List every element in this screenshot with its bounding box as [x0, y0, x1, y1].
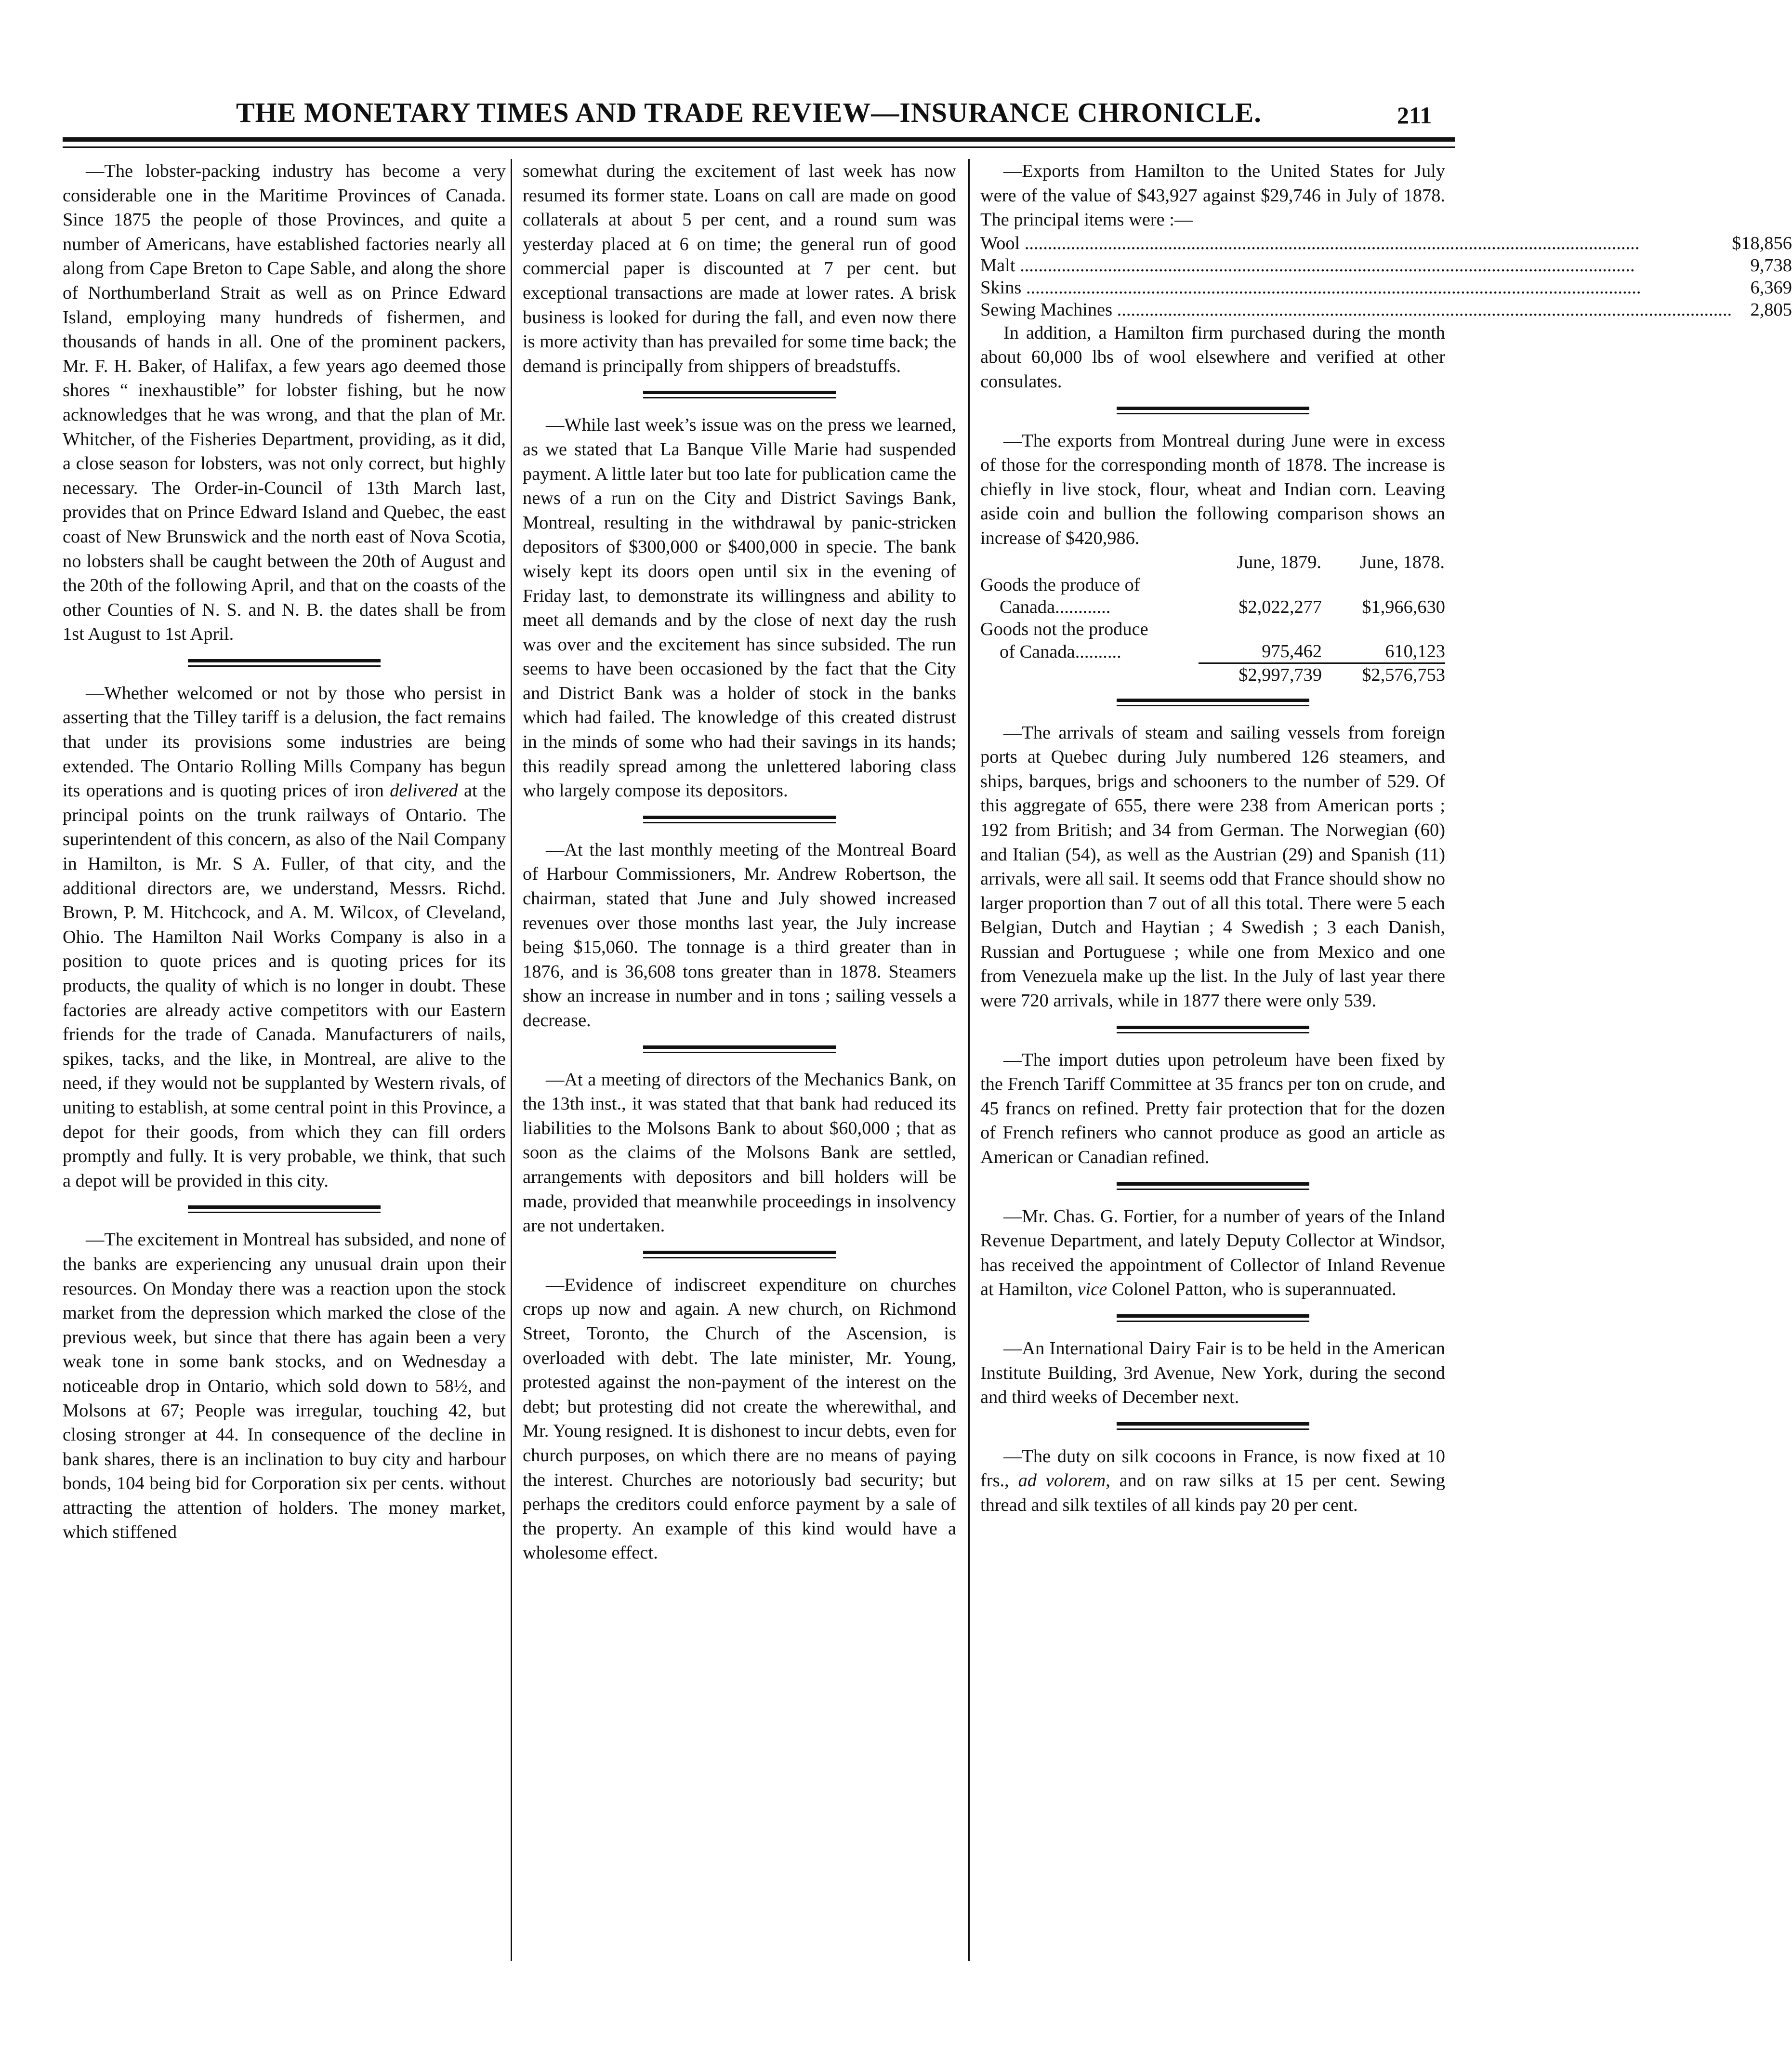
- article-separator: [980, 1013, 1445, 1048]
- table-total-row: [980, 663, 1445, 686]
- column-header: June, 1878.: [1360, 552, 1445, 572]
- article-quebec-arrivals: —The arrivals of steam and sailing vessels from foreign ports at Quebec during July numbered 126 steamers, and ships, barques, brigs and schooners to the number of 529. Of this aggregate of 655, there were 238 from American ports ; 192 from British; and 34 from German. The Norwegian (60) and Italian (54), as well as the Austrian (29) and Spanish (11) arrivals, were all sail. It seems odd that France should show no larger proportion than 7 out of all this total. There were 5 each Belgian, Dutch and Haytian ; 4 Swedish ; 3 each Danish, Russian and Portuguese ; while one from Mexico and one from Venezuela make up the list. In the July of last year there were 720 arrivals, while in 1877 there were only 539.: [980, 722, 1445, 1011]
- row-label: of Canada..........: [1000, 642, 1121, 662]
- article-mechanics-bank: —At a meeting of directors of the Mechanics Bank, on the 13th inst., it was stated that that bank had reduced its liabilities to the Molsons Bank to about $60,000 ; that as soon as the claims of the Molsons Bank are settled, arrangements with depositors and bill holders will be made, provided that meanwhile proceedings in insolvency are not undertaken.: [523, 1069, 956, 1236]
- export-item: Sewing Machines .....: [980, 299, 1732, 321]
- article-text: at the principal points on the trunk railways of Ontario. The superintendent of this concern, as also of the Nail Company in Hamilton, is Mr. S A. Fuller, of that city, and the additional directors are, we understand, Messrs. Richd. Brown, P. M. Hitchcock, and A. M. Wilcox, of Cleveland, Ohio. The Hamilton Nail Works Company is also in a position to quote prices and is quoting prices for its products, the quality of which is no longer in doubt. These factories are already active competitors with our Eastern friends for the trade of Canada. Manufacturers of nails, spikes, tacks, and the like, in Montreal, are alive to the need, if they would not be supplanted by Western rivals, of uniting to establish, at some central point in this Province, a depot for their goods, from which they can fill orders promptly and fully. It is very probable, we think, that such a depot will be provided in this city.: [63, 780, 506, 1191]
- header-rule-thin: [63, 146, 1455, 148]
- exports-table: [980, 232, 1792, 321]
- article-church-debt: —Evidence of indiscreet expenditure on churches crops up now and again. A new church, on Richmond Street, Toronto, the Church of the Ascension, is overloaded with debt. The late minister, Mr. Young, protested against the non-payment of the interest on the debt; but protesting did not create the wherewithal, and Mr. Young resigned. It is dishonest to incur debts, even for church purposes, on which there are no means of paying the interest. Churches are notoriously bad security; but perhaps the creditors could enforce payment by a sale of the property. An example of this kind would have a wholesome effect.: [523, 1274, 956, 1563]
- article-separator: [63, 647, 506, 681]
- article-text: —Mr. Chas. G. Fortier, for a number of years of the Inland Revenue Department, and lately Deputy Collector at Windsor, has received the appointment of Collector of Inland Revenue at Hamilton,: [980, 1206, 1445, 1300]
- cell-total: $2,576,753: [1322, 663, 1445, 686]
- export-item: Malt .....: [980, 254, 1732, 277]
- article-separator: [523, 378, 956, 413]
- article-harbour-commissioners: —At the last monthly meeting of the Montreal Board of Harbour Commissioners, Mr. Andrew Robertson, the chairman, stated that June and July showed increased revenues over those months last year, the July increase being $15,060. The tonnage is a third greater than in 1876, and is 36,608 tons greater than in 1878. Steamers show an increase in number and in tons ; sailing vessels a decrease.: [523, 839, 956, 1031]
- article-lobster-industry: —The lobster-packing industry has become a very considerable one in the Maritime Provinces of Canada. Since 1875 the people of those Provinces, and quite a number of Americans, have established factories nearly all along from Cape Breton to Cape Sable, and along the shore of Northumberland Strait as well as on Prince Edward Island, employing many hundreds of fishermen, and thousands of hands in all. One of the prominent packers, Mr. F. H. Baker, of Halifax, a few years ago deemed those shores “ inexhaustible” for lobster fishing, but he now acknowledges that he was wrong, and that the plan of Mr. Whitcher, of the Fisheries Department, providing, as it did, a close season for lobsters, was not only correct, but highly necessary. The Order-in-Council of 13th March last, provides that on Prince Edward Island and Quebec, the east coast of New Brunswick and the north east of Nova Scotia, no lobsters shall be caught between the 20th of August and the 20th of the following April, and that on the coasts of the other Counties of N. S. and N. B. the dates shall be from 1st August to 1st April.: [63, 161, 506, 645]
- article-separator: [980, 394, 1445, 429]
- cell-value: 975,462: [1262, 641, 1322, 661]
- article-separator: [980, 1302, 1445, 1336]
- row-label: Goods not the produce: [980, 619, 1148, 639]
- export-value: 2,805: [1750, 299, 1792, 320]
- cell-total: $2,997,739: [1199, 663, 1322, 686]
- cell-value: $1,966,630: [1362, 596, 1445, 617]
- emphasis-text: vice: [1077, 1279, 1107, 1300]
- export-item: Skins .....: [980, 277, 1732, 299]
- column-2: [523, 159, 956, 1565]
- article-dairy-fair: —An International Dairy Fair is to be held in the American Institute Building, 3rd Avenue, New York, during the second and third weeks of December next.: [980, 1338, 1445, 1408]
- article-separator: [980, 1170, 1445, 1204]
- article-money-market-continued: somewhat during the excitement of last week has now resumed its former state. Loans on call are made on good collaterals at about 5 per cent, and a round sum was yesterday placed at 6 on time; the general run of good commercial paper is discounted at 7 per cent. but exceptional transactions are made at lower rates. A brisk business is looked for during the fall, and even now there is more activity than has prevailed for some time back; the demand is principally from shippers of breadstuffs.: [523, 161, 956, 376]
- article-text: Colonel Patton, who is superannuated.: [1107, 1279, 1397, 1300]
- page-number: 211: [1397, 102, 1432, 129]
- column-header: June, 1879.: [1237, 552, 1322, 572]
- table-row: [980, 299, 1792, 321]
- table-row: [980, 618, 1445, 640]
- table-row: [980, 574, 1445, 596]
- header-rule: [63, 137, 1455, 142]
- table-header-row: [980, 551, 1445, 574]
- article-text: —The duty on silk cocoons in France, is now fixed at 10 frs.,: [980, 1446, 1445, 1491]
- export-value: $18,856: [1732, 233, 1792, 253]
- cell-value: $2,022,277: [1239, 596, 1322, 617]
- page-header: [63, 96, 1455, 135]
- export-item: Wool .....: [980, 232, 1732, 254]
- column-3: [980, 159, 1792, 1518]
- row-label: Canada............: [1000, 596, 1111, 617]
- export-value: 6,369: [1750, 277, 1792, 298]
- article-petroleum-duties: —The import duties upon petroleum have been fixed by the French Tariff Committee at 35 francs per ton on crude, and 45 francs on refined. Pretty fair protection that for the dozen of French refiners who cannot produce as good an article as American or Canadian refined.: [980, 1049, 1445, 1168]
- article-text: , and on raw silks at 15 per cent. Sewing thread and silk textiles of all kinds pay 20 per cent.: [980, 1470, 1445, 1515]
- article-separator: [980, 1410, 1445, 1444]
- publication-title: THE MONETARY TIMES AND TRADE REVIEW—INSURANCE CHRONICLE.: [236, 97, 1262, 128]
- article-hamilton-wool: In addition, a Hamilton firm purchased during the month about 60,000 lbs of wool elsewhere and verified at other consulates.: [980, 322, 1445, 392]
- table-row: [980, 232, 1792, 254]
- article-montreal-excitement: —The excitement in Montreal has subsided, and none of the banks are experiencing any unusual drain upon their resources. On Monday there was a reaction upon the stock market from the depression which marked the close of the previous week, but since that there has again been a very weak tone in some bank stocks, and on Wednesday a noticeable drop in Ontario, which sold down to 58½, and Molsons at 67; People was irregular, touching 42, but closing stronger at 44. In consequence of the decline in bank shares, there is an inclination to buy city and harbour bonds, 104 being bid for Corporation six per cents. without attracting the attention of holders. The money market, which stiffened: [63, 1229, 506, 1543]
- article-hamilton-exports: —Exports from Hamilton to the United States for July were of the value of $43,927 against $29,746 in July of 1878. The principal items were :—: [980, 161, 1445, 230]
- article-savings-bank-run: —While last week’s issue was on the press we learned, as we stated that La Banque Ville Marie had suspended payment. A little later but too late for publication came the news of a run on the City and District Savings Bank, Montreal, resulting in the withdrawal by panic-stricken depositors of $300,000 or $400,000 in specie. The bank wisely kept its doors open until six in the evening of Friday last, to demonstrate its willingness and ability to meet all demands and by the close of next day the rush was over and the excitement has since subsided. The run seems to have been occasioned by the fact that the City and District Bank was a holder of stock in the banks which had failed. The knowledge of this created distrust in the minds of some who had their savings in its hands; this readily spread among the unlettered laboring class who largely compose its depositors.: [523, 415, 956, 801]
- article-fortier-appointment: [980, 1204, 1445, 1302]
- export-value: 9,738: [1750, 255, 1792, 276]
- table-row: [980, 277, 1792, 299]
- article-text: —Whether welcomed or not by those who persist in asserting that the Tilley tariff is a delusion, the fact remains that under its provisions some industries are being extended. The Ontario Rolling Mills Company has begun its operations and is quoting prices of iron: [63, 683, 506, 801]
- article-separator: [63, 1193, 506, 1228]
- row-label: Goods the produce of: [980, 574, 1140, 595]
- article-separator: [523, 1238, 956, 1273]
- cell-value: 610,123: [1385, 641, 1445, 661]
- article-tilley-tariff: [63, 681, 506, 1193]
- emphasis-text: ad volorem: [1018, 1470, 1106, 1491]
- article-separator: [523, 1033, 956, 1068]
- column-1: [63, 159, 506, 1545]
- table-row: [980, 640, 1445, 663]
- emphasis-text: delivered: [390, 780, 458, 801]
- article-silk-duty: [980, 1444, 1445, 1518]
- article-separator: [523, 803, 956, 838]
- comparison-table: [980, 551, 1445, 686]
- table-row: [980, 596, 1445, 618]
- article-separator: [980, 686, 1445, 721]
- column-divider: [968, 159, 970, 1961]
- table-row: [980, 254, 1792, 277]
- column-divider: [511, 159, 512, 1961]
- article-montreal-exports: —The exports from Montreal during June were in excess of those for the corresponding month of 1878. The increase is chiefly in live stock, flour, wheat and Indian corn. Leaving aside coin and bullion the following comparison shows an increase of $420,986.: [980, 430, 1445, 548]
